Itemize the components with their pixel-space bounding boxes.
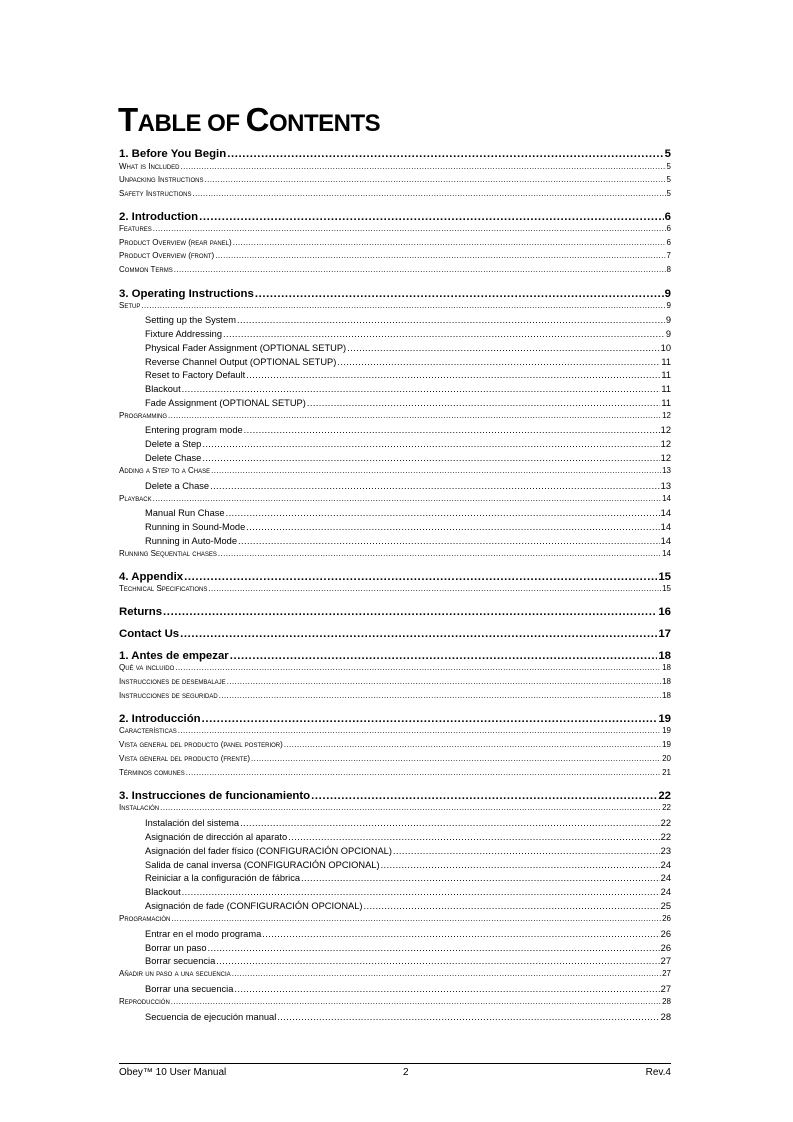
toc-entry-title: Borrar un paso (145, 943, 207, 953)
dot-leader (208, 942, 660, 954)
toc-entry-title: What is Included (119, 162, 180, 171)
dot-leader (277, 1011, 659, 1023)
toc-entry-page: 6 (666, 224, 671, 233)
toc-entry-level-1[interactable] (119, 287, 671, 301)
toc-entry-level-1[interactable] (119, 570, 671, 584)
toc-entry-level-2[interactable] (119, 494, 671, 504)
dot-leader (230, 649, 658, 663)
toc-entry-title: Instalación (119, 803, 160, 812)
toc-entry-level-1[interactable] (119, 210, 671, 224)
dot-leader (153, 224, 666, 234)
toc-entry-page: 17 (658, 628, 671, 640)
toc-entry-level-2[interactable] (119, 726, 671, 736)
dot-leader (208, 584, 661, 594)
toc-entry-level-3[interactable] (145, 886, 671, 898)
toc-entry-page: 24 (660, 887, 671, 897)
dot-leader (202, 712, 658, 726)
toc-entry-page: 9 (665, 329, 671, 339)
toc-entry-page: 22 (658, 790, 671, 802)
dot-leader (234, 983, 659, 995)
dot-leader (233, 238, 666, 248)
dot-leader (347, 342, 660, 354)
toc-entry-level-3[interactable] (145, 928, 671, 940)
toc-entry-level-3[interactable] (145, 900, 671, 912)
toc-entry-level-2[interactable] (119, 969, 671, 979)
dot-leader (202, 438, 659, 450)
toc-entry-title: Features (119, 224, 152, 233)
toc-entry-title: Entrar en el modo programa (145, 929, 262, 939)
toc-entry-page: 28 (660, 1012, 671, 1022)
toc-entry-title: Programación (119, 914, 171, 923)
toc-entry-level-2[interactable] (119, 663, 671, 673)
toc-entry-title: 1. Before You Begin (119, 148, 227, 160)
page-footer (119, 1063, 671, 1081)
toc-entry-page: 8 (666, 265, 671, 274)
toc-entry-title: Borrar una secuencia (145, 984, 234, 994)
toc-entry-page: 22 (662, 803, 671, 812)
dot-leader (311, 789, 657, 803)
toc-entry-page: 12 (660, 439, 671, 449)
toc-entry-level-3[interactable] (145, 438, 671, 450)
toc-entry-page: 18 (662, 677, 671, 686)
dot-leader (186, 768, 661, 778)
toc-entry-level-3[interactable] (145, 480, 671, 492)
toc-entry-title: Setting up the System (145, 315, 236, 325)
toc-entry-level-3[interactable] (145, 955, 671, 967)
toc-entry-level-3[interactable] (145, 872, 671, 884)
toc-entry-level-2[interactable] (119, 754, 671, 764)
toc-entry-title: Blackout (145, 887, 181, 897)
dot-leader (180, 627, 657, 641)
toc-entry-level-3[interactable] (145, 424, 671, 436)
toc-entry-level-3[interactable] (145, 831, 671, 843)
dot-leader (219, 691, 661, 701)
dot-leader (204, 175, 665, 185)
dot-leader (218, 549, 661, 559)
toc-entry-level-2[interactable] (119, 265, 671, 275)
toc-entry-level-3[interactable] (145, 817, 671, 829)
toc-entry-page: 27 (660, 956, 671, 966)
dot-leader (199, 210, 664, 224)
toc-entry-title: Vista general del producto (panel posterior) (119, 740, 283, 749)
toc-entry-page: 5 (666, 189, 671, 198)
toc-entry-page: 11 (661, 370, 671, 380)
toc-entry-page: 11 (661, 398, 671, 408)
toc-entry-level-3[interactable] (145, 342, 671, 354)
dot-leader (262, 928, 659, 940)
toc-entry-title: Unpacking Instructions (119, 175, 204, 184)
toc-entry-level-3[interactable] (145, 383, 671, 395)
dot-leader (178, 726, 661, 736)
toc-entry-page: 12 (660, 425, 671, 435)
toc-entry-title: Returns (119, 606, 163, 618)
toc-entry-level-2[interactable] (119, 997, 671, 1007)
toc-entry-title: Blackout (145, 384, 181, 394)
toc-entry-page: 14 (660, 508, 671, 518)
toc-entry-page: 13 (662, 466, 671, 475)
toc-entry-title: Instrucciones de desembalaje (119, 677, 226, 686)
toc-entry-page: 23 (660, 846, 671, 856)
toc-entry-title: Instalación del sistema (145, 818, 240, 828)
toc-entry-page: 9 (666, 301, 671, 310)
dot-leader (211, 466, 661, 476)
toc-entry-title: Borrar secuencia (145, 956, 216, 966)
toc-entry-level-3[interactable] (145, 314, 671, 326)
dot-leader (240, 817, 660, 829)
dot-leader (141, 301, 665, 311)
toc-entry-level-1[interactable] (119, 712, 671, 726)
dot-leader (168, 411, 661, 421)
toc-entry-title: Fade Assignment (OPTIONAL SETUP) (145, 398, 306, 408)
toc-entry-page: 27 (660, 984, 671, 994)
dot-leader (216, 955, 659, 967)
dot-leader (226, 507, 660, 519)
toc-entry-level-2[interactable] (119, 251, 671, 261)
toc-entry-level-2[interactable] (119, 238, 671, 248)
toc-entry-level-3[interactable] (145, 452, 671, 464)
toc-entry-page: 6 (664, 211, 671, 223)
toc-entry-title: Technical Specifications (119, 584, 208, 593)
toc-entry-title: Running Sequential chases (119, 549, 217, 558)
toc-entry-level-2[interactable] (119, 740, 671, 750)
toc-entry-title: Asignación de fade (CONFIGURACIÓN OPCIONAL) (145, 901, 363, 911)
toc-entry-title: Entering program mode (145, 425, 243, 435)
toc-entry-title: Asignación de dirección al aparato (145, 832, 288, 842)
toc-entry-page: 11 (661, 384, 671, 394)
toc-entry-level-2[interactable] (119, 677, 671, 687)
toc-entry-page: 21 (662, 768, 671, 777)
toc-entry-level-2[interactable] (119, 914, 671, 924)
dot-leader (301, 872, 660, 884)
toc-entry-level-2[interactable] (119, 691, 671, 701)
toc-entry-page: 24 (660, 860, 671, 870)
toc-entry-title: Running in Auto-Mode (145, 536, 237, 546)
toc-entry-page: 25 (660, 901, 671, 911)
dot-leader (171, 997, 661, 1007)
toc-entry-title: Reiniciar a la configuración de fábrica (145, 873, 301, 883)
toc-entry-page: 26 (662, 914, 671, 923)
toc-entry-page: 5 (666, 162, 671, 171)
dot-leader (381, 859, 660, 871)
dot-leader (153, 494, 662, 504)
dot-leader (284, 740, 661, 750)
toc-entry-page: 16 (658, 606, 671, 618)
dot-leader (364, 900, 660, 912)
toc-entry-level-3[interactable] (145, 328, 671, 340)
toc-entry-level-1[interactable] (119, 147, 671, 161)
toc-entry-title: Asignación del fader físico (CONFIGURACIÓN OPCIONAL) (145, 846, 392, 856)
toc-entry-page: 19 (662, 740, 671, 749)
dot-leader (182, 886, 660, 898)
toc-entry-title: Setup (119, 301, 141, 310)
toc-entry-title: Vista general del producto (frente) (119, 754, 251, 763)
toc-entry-title: Playback (119, 494, 152, 503)
dot-leader (174, 265, 666, 275)
toc-entry-title: Contact Us (119, 628, 180, 640)
toc-entry-title: Product Overview (rear panel) (119, 238, 232, 247)
toc-entry-title: Reset to Factory Default (145, 370, 246, 380)
toc-entry-level-3[interactable] (145, 369, 671, 381)
dot-leader (337, 356, 660, 368)
toc-entry-page: 12 (660, 453, 671, 463)
toc-entry-page: 18 (662, 691, 671, 700)
toc-entry-level-1[interactable] (119, 627, 671, 641)
toc-entry-page: 18 (658, 650, 671, 662)
dot-leader (244, 424, 660, 436)
dot-leader (246, 521, 659, 533)
toc-entry-page: 28 (662, 997, 671, 1006)
toc-entry-page: 26 (660, 929, 671, 939)
dot-leader (210, 480, 660, 492)
dot-leader (246, 369, 660, 381)
toc-entry-page: 9 (665, 315, 671, 325)
toc-entry-title: Características (119, 726, 177, 735)
dot-leader (307, 397, 660, 409)
toc-entry-level-2[interactable] (119, 466, 671, 476)
toc-entry-page: 19 (658, 713, 671, 725)
toc-entry-page: 22 (660, 832, 671, 842)
dot-leader (171, 914, 661, 924)
toc-entry-level-3[interactable] (145, 397, 671, 409)
toc-entry-title: Salida de canal inversa (CONFIGURACIÓN OPCIONAL) (145, 860, 380, 870)
toc-entry-page: 14 (662, 494, 671, 503)
dot-leader (160, 803, 661, 813)
toc-entry-title: 2. Introducción (119, 713, 201, 725)
toc-entry-title: Fixture Addressing (145, 329, 222, 339)
toc-entry-title: 1. Antes de empezar (119, 650, 229, 662)
toc-entry-title: Programming (119, 411, 168, 420)
toc-entry-level-2[interactable] (119, 411, 671, 421)
toc-entry-title: 3. Instrucciones de funcionamiento (119, 790, 311, 802)
toc-entry-page: 6 (666, 238, 671, 247)
toc-entry-page: 5 (664, 148, 671, 160)
toc-entry-page: 7 (666, 251, 671, 260)
toc-entry-title: Common Terms (119, 265, 173, 274)
toc-entry-level-2[interactable] (119, 224, 671, 234)
toc-entry-level-2[interactable] (119, 175, 671, 185)
toc-entry-title: Términos comunes (119, 768, 185, 777)
toc-entry-level-3[interactable] (145, 845, 671, 857)
toc-entry-title: Delete a Chase (145, 481, 210, 491)
toc-entry-title: Qué va incluido (119, 663, 175, 672)
dot-leader (202, 452, 659, 464)
toc-entry-page: 26 (660, 943, 671, 953)
toc-entry-page: 24 (660, 873, 671, 883)
toc-entry-level-3[interactable] (145, 535, 671, 547)
toc-entry-level-2[interactable] (119, 162, 671, 172)
toc-entry-title: Instrucciones de seguridad (119, 691, 218, 700)
toc-entry-level-3[interactable] (145, 983, 671, 995)
toc-entry-level-2[interactable] (119, 301, 671, 311)
toc-entry-level-3[interactable] (145, 942, 671, 954)
toc-entry-level-2[interactable] (119, 803, 671, 813)
toc-entry-level-2[interactable] (119, 189, 671, 199)
page-title: TABLE OF CONTENTS (118, 101, 381, 138)
toc-entry-title: Delete Chase (145, 453, 202, 463)
toc-entry-title: 2. Introduction (119, 211, 199, 223)
toc-entry-title: Reverse Channel Output (OPTIONAL SETUP) (145, 357, 337, 367)
toc-entry-page: 9 (664, 288, 671, 300)
toc-entry-page: 5 (666, 175, 671, 184)
toc-entry-page: 22 (660, 818, 671, 828)
toc-entry-title: Secuencia de ejecución manual (145, 1012, 277, 1022)
dot-leader (238, 535, 660, 547)
toc-entry-title: Physical Fader Assignment (OPTIONAL SETUP) (145, 343, 347, 353)
toc-entry-title: 3. Operating Instructions (119, 288, 254, 300)
toc-entry-level-2[interactable] (119, 584, 671, 594)
toc-entry-level-3[interactable] (145, 521, 671, 533)
toc-entry-title: Añadir un paso a una secuencia (119, 969, 231, 978)
toc-entry-level-3[interactable] (145, 859, 671, 871)
dot-leader (227, 147, 663, 161)
dot-leader (192, 189, 665, 199)
toc-entry-page: 18 (662, 663, 671, 672)
toc-entry-page: 20 (662, 754, 671, 763)
toc-entry-page: 15 (662, 584, 671, 593)
toc-entry-level-3[interactable] (145, 356, 671, 368)
toc-entry-title: Safety Instructions (119, 189, 192, 198)
toc-entry-page: 10 (660, 343, 671, 353)
dot-leader (237, 314, 665, 326)
toc-entry-page: 13 (660, 481, 671, 491)
toc-entry-level-3[interactable] (145, 507, 671, 519)
dot-leader (175, 663, 661, 673)
toc-entry-page: 12 (662, 411, 671, 420)
footer-page-number: 2 (403, 1067, 409, 1078)
toc-entry-title: Delete a Step (145, 439, 202, 449)
dot-leader (182, 383, 661, 395)
dot-leader (223, 328, 665, 340)
dot-leader (255, 287, 664, 301)
dot-leader (251, 754, 661, 764)
toc-entry-title: Running in Sound-Mode (145, 522, 246, 532)
toc-entry-page: 15 (658, 571, 671, 583)
footer-manual-title: Obey™ 10 User Manual (119, 1067, 227, 1078)
toc-entry-page: 11 (661, 357, 671, 367)
toc-entry-page: 27 (662, 969, 671, 978)
toc-entry-title: Product Overview (front) (119, 251, 215, 260)
toc-entry-level-1[interactable] (119, 789, 671, 803)
toc-entry-level-2[interactable] (119, 768, 671, 778)
toc-entry-level-2[interactable] (119, 549, 671, 559)
toc-entry-title: Reproducción (119, 997, 170, 1006)
toc-entry-level-1[interactable] (119, 649, 671, 663)
dot-leader (163, 605, 657, 619)
toc-entry-title: Manual Run Chase (145, 508, 225, 518)
toc-entry-title: Adding a Step to a Chase (119, 466, 211, 475)
dot-leader (215, 251, 665, 261)
dot-leader (232, 969, 661, 979)
toc-entry-page: 14 (662, 549, 671, 558)
toc-entry-page: 14 (660, 522, 671, 532)
dot-leader (288, 831, 660, 843)
toc-entry-level-1[interactable] (119, 605, 671, 619)
dot-leader (227, 677, 661, 687)
toc-entry-page: 19 (662, 726, 671, 735)
footer-revision: Rev.4 (645, 1067, 671, 1078)
toc-entry-level-3[interactable] (145, 1011, 671, 1023)
dot-leader (393, 845, 660, 857)
dot-leader (180, 162, 665, 172)
toc-entry-title: 4. Appendix (119, 571, 184, 583)
dot-leader (184, 570, 657, 584)
toc-entry-page: 14 (660, 536, 671, 546)
